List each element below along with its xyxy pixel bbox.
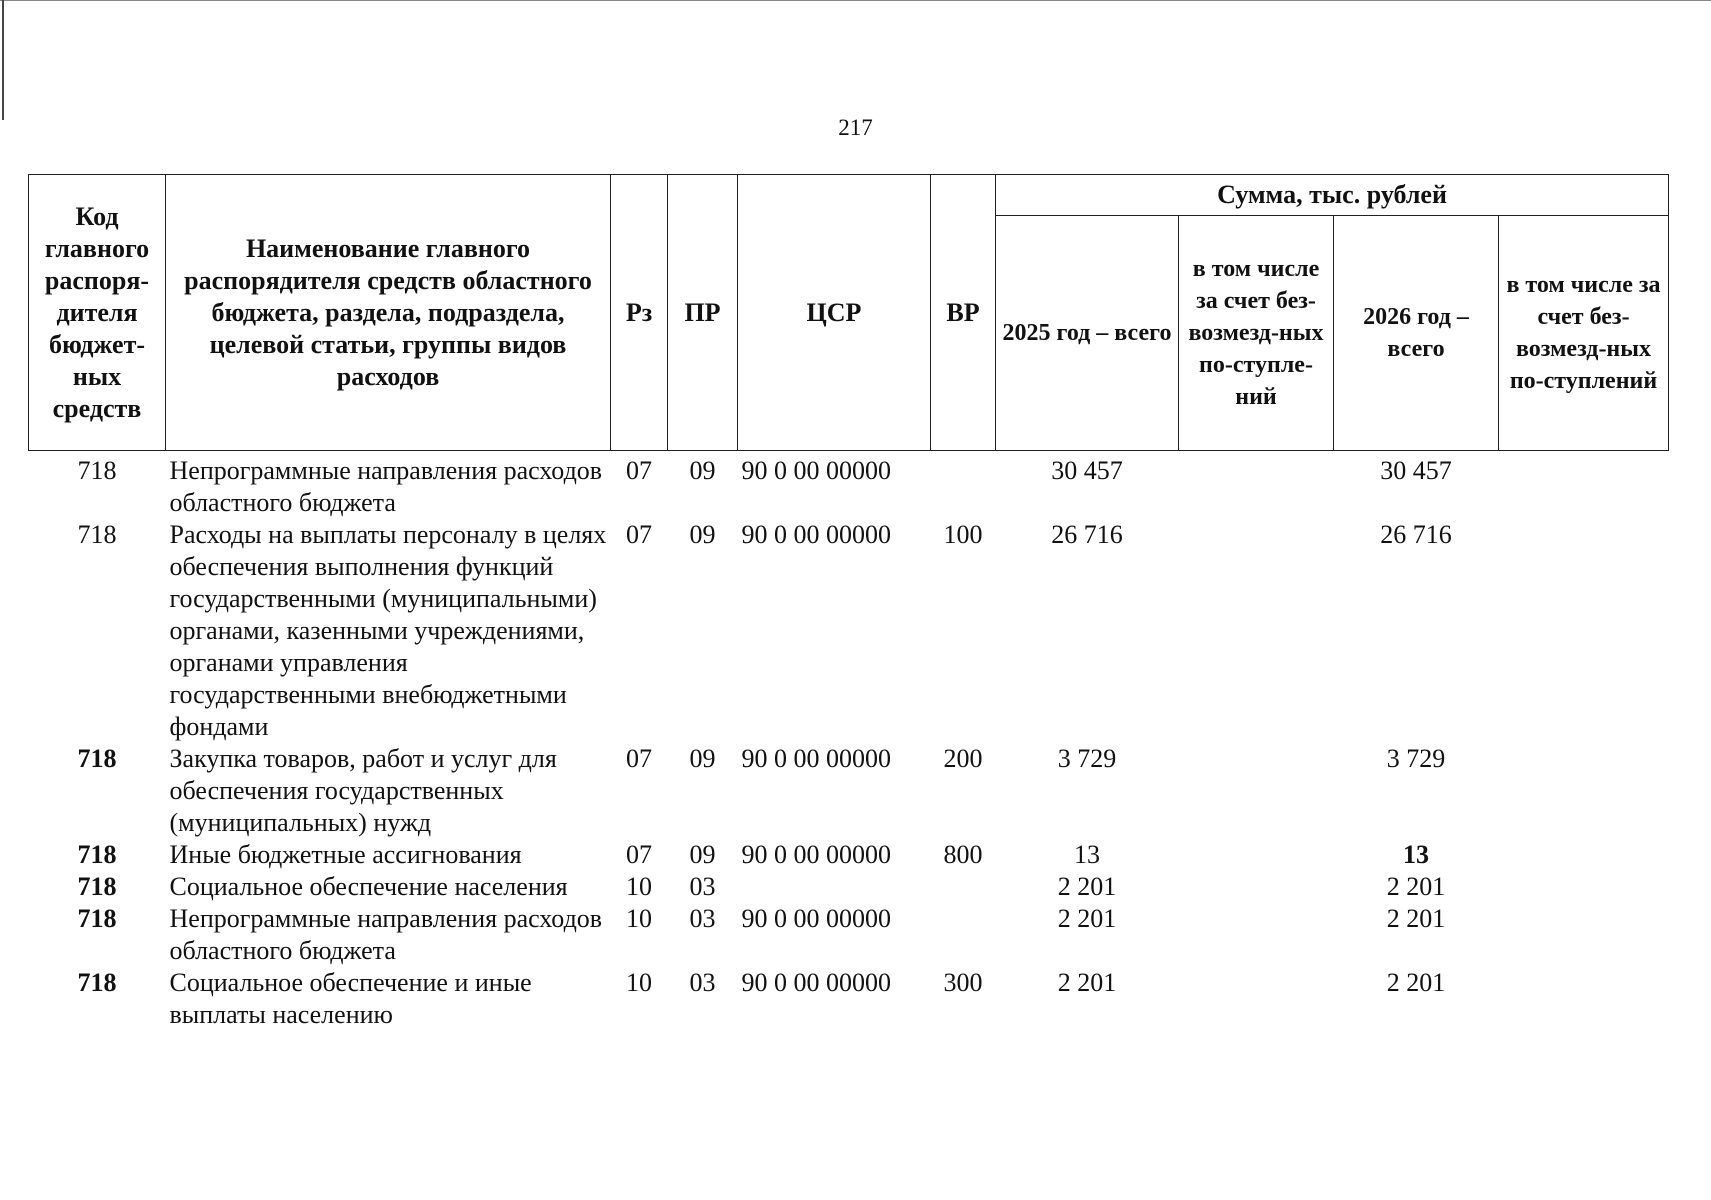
header-2025-total: 2025 год – всего xyxy=(996,216,1179,451)
header-code: Код главного распоря-дителя бюджет-ных средств xyxy=(29,175,166,451)
header-2026-total: 2026 год – всего xyxy=(1334,216,1499,451)
cell-2025-total: 2 201 xyxy=(1057,904,1117,933)
cell-pr: 03 xyxy=(689,872,716,901)
header-sum: Сумма, тыс. рублей xyxy=(996,175,1669,216)
cell-2026-total: 2 201 xyxy=(1386,968,1446,997)
cell-2026-grants xyxy=(1499,839,1669,871)
cell-2026-total: 13 xyxy=(1403,840,1429,869)
header-pr: ПР xyxy=(668,175,738,451)
cell-2026-grants xyxy=(1499,903,1669,967)
cell-2026-total: 2 201 xyxy=(1386,872,1446,901)
cell-2025-total: 2 201 xyxy=(1057,872,1117,901)
cell-code: 718 xyxy=(77,968,117,997)
cell-pr: 09 xyxy=(689,456,716,485)
header-csr: ЦСР xyxy=(738,175,931,451)
table-row xyxy=(29,871,1669,903)
cell-2026-grants xyxy=(1499,519,1669,743)
cell-2025-total: 13 xyxy=(1074,840,1100,869)
cell-rz: 10 xyxy=(626,968,652,997)
cell-vr: 200 xyxy=(943,744,983,773)
cell-csr: 90 0 00 00000 xyxy=(741,456,891,485)
cell-vr: 800 xyxy=(943,840,983,869)
cell-pr: 09 xyxy=(689,744,716,773)
cell-2026-total: 2 201 xyxy=(1386,904,1446,933)
table-header xyxy=(29,175,1669,451)
cell-2026-grants xyxy=(1499,451,1669,520)
cell-rz: 07 xyxy=(626,840,652,869)
cell-2025-grants xyxy=(1179,839,1334,871)
cell-vr xyxy=(931,903,996,967)
cell-code: 718 xyxy=(77,904,117,933)
cell-csr: 90 0 00 00000 xyxy=(741,968,891,997)
cell-2025-grants xyxy=(1179,871,1334,903)
cell-2025-grants xyxy=(1179,519,1334,743)
cell-vr xyxy=(931,871,996,903)
cell-name: Социальное обеспечение и иные выплаты населению xyxy=(169,968,532,1029)
cell-rz: 10 xyxy=(626,872,652,901)
table-row xyxy=(29,451,1669,520)
cell-code: 718 xyxy=(77,456,117,485)
cell-pr: 09 xyxy=(689,520,716,549)
cell-rz: 07 xyxy=(626,520,652,549)
cell-2025-total: 30 457 xyxy=(1051,456,1123,485)
cell-rz: 10 xyxy=(626,904,652,933)
table-body xyxy=(29,451,1669,1032)
header-name: Наименование главного распорядителя средств областного бюджета, раздела, подраздела, целевой статьи, группы видов расходов xyxy=(166,175,611,451)
header-rz: Рз xyxy=(611,175,668,451)
cell-csr: 90 0 00 00000 xyxy=(741,520,891,549)
cell-2025-grants xyxy=(1179,967,1334,1031)
cell-2025-grants xyxy=(1179,451,1334,520)
cell-2025-grants xyxy=(1179,903,1334,967)
cell-vr xyxy=(931,451,996,520)
cell-code: 718 xyxy=(77,744,117,773)
table-row xyxy=(29,519,1669,743)
cell-2026-total: 26 716 xyxy=(1380,520,1452,549)
cell-csr xyxy=(738,871,931,903)
cell-2026-grants xyxy=(1499,871,1669,903)
table-row xyxy=(29,903,1669,967)
table-row xyxy=(29,743,1669,839)
cell-rz: 07 xyxy=(626,456,652,485)
cell-name: Расходы на выплаты персоналу в целях обеспечения выполнения функций государственными (муниципальными) органами, казенными учреждениями, органами управления государственными внебюджетными фондами xyxy=(169,520,607,741)
cell-code: 718 xyxy=(77,520,117,549)
table-row xyxy=(29,967,1669,1031)
cell-2026-total: 3 729 xyxy=(1386,744,1446,773)
cell-code: 718 xyxy=(77,840,117,869)
cell-name: Непрограммные направления расходов областного бюджета xyxy=(169,904,603,965)
cell-pr: 03 xyxy=(689,904,716,933)
cell-2025-grants xyxy=(1179,743,1334,839)
page-number: 217 xyxy=(838,115,873,140)
scan-left-edge xyxy=(2,0,4,120)
cell-name: Иные бюджетные ассигнования xyxy=(169,840,522,869)
cell-code: 718 xyxy=(77,872,117,901)
cell-2025-total: 26 716 xyxy=(1051,520,1123,549)
cell-csr: 90 0 00 00000 xyxy=(741,744,891,773)
cell-2026-total: 30 457 xyxy=(1380,456,1452,485)
cell-2026-grants xyxy=(1499,743,1669,839)
scan-top-edge xyxy=(0,0,1711,1)
cell-vr: 300 xyxy=(943,968,983,997)
cell-csr: 90 0 00 00000 xyxy=(741,840,891,869)
cell-pr: 03 xyxy=(689,968,716,997)
header-2025-grants: в том числе за счет без-возмезд-ных по-ступле-ний xyxy=(1179,216,1334,451)
cell-csr: 90 0 00 00000 xyxy=(741,904,891,933)
cell-name: Закупка товаров, работ и услуг для обеспечения государственных (муниципальных) нужд xyxy=(169,744,557,837)
header-2026-grants: в том числе за счет без-возмезд-ных по-ступлений xyxy=(1499,216,1669,451)
cell-2025-total: 3 729 xyxy=(1057,744,1117,773)
cell-name: Социальное обеспечение населения xyxy=(169,872,568,901)
table-row xyxy=(29,839,1669,871)
cell-rz: 07 xyxy=(626,744,652,773)
header-vr: ВР xyxy=(931,175,996,451)
budget-table xyxy=(28,174,1669,1031)
cell-vr: 100 xyxy=(943,520,983,549)
cell-2025-total: 2 201 xyxy=(1057,968,1117,997)
cell-2026-grants xyxy=(1499,967,1669,1031)
cell-pr: 09 xyxy=(689,840,716,869)
cell-name: Непрограммные направления расходов областного бюджета xyxy=(169,456,603,517)
